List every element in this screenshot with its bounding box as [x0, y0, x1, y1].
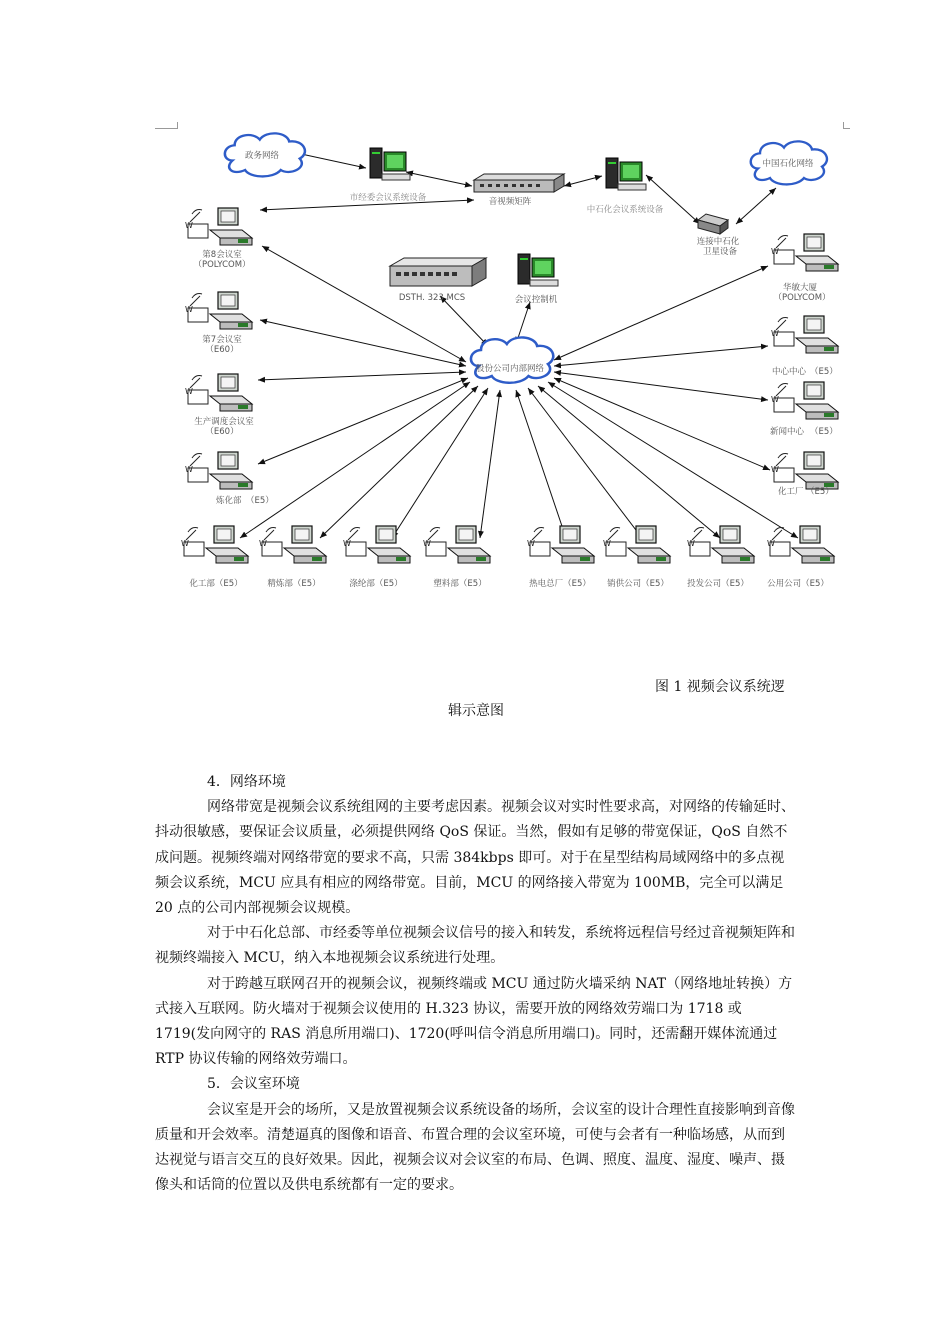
control-pc-icon: [518, 254, 558, 286]
chem-factory-label: 化工厂: [778, 487, 804, 497]
prod-room-model: （E60）: [205, 427, 239, 437]
bottom-terminal-5-label: 热电总厂（E5）: [529, 579, 591, 589]
city-terminal-label: 市经委会议系统设备: [349, 193, 427, 203]
figure-caption-line2: 辑示意图: [448, 703, 504, 719]
paragraph: 对于中石化总部、市经委等单位视频会议信号的接入和转发，系统将远程信号经过音视频矩阵和视频终端接入 MCU，纳入本地视频会议系统进行处理。: [155, 925, 795, 967]
internal-network-label: 股份公司内部网络: [475, 364, 545, 374]
room7-model: （E60）: [205, 345, 239, 355]
section-heading-network: 4．网络环境: [207, 774, 286, 790]
mcu-device-icon: [390, 258, 486, 286]
room7-terminal-icon: [185, 292, 252, 329]
city-terminal-pc-icon: [370, 148, 410, 180]
bottom-terminal-1-label: 化工部（E5）: [189, 579, 243, 589]
prod-room-label: 生产调度会议室: [194, 417, 254, 427]
room8-label: 第8会议室: [202, 250, 242, 260]
refining-terminal-icon: [185, 452, 252, 489]
bottom-terminal-6-label: 销供公司（E5）: [607, 579, 669, 589]
room7-label: 第7会议室: [202, 335, 242, 345]
gov-network-label: 政务网络: [244, 151, 280, 161]
av-matrix-label: 音视频矩阵: [488, 197, 532, 207]
figure-caption-line1: 图 1 视频会议系统逻: [655, 679, 785, 695]
refining-label: 炼化部: [216, 496, 242, 506]
prod-room-terminal-icon: [185, 374, 252, 411]
bottom-terminal-2-label: 精炼部（E5）: [267, 579, 321, 589]
crop-mark-right: [843, 122, 850, 129]
bottom-terminal-5-icon: [527, 526, 594, 563]
bottom-terminal-1-icon: [181, 526, 248, 563]
bottom-terminal-2-icon: [259, 526, 326, 563]
internal-network-cloud: [471, 337, 553, 382]
crop-mark-left: [155, 122, 178, 129]
chem-factory-model: （E5）: [806, 487, 834, 497]
control-pc-label: 会议控制机: [514, 295, 558, 305]
center1-model: （E5）: [810, 367, 838, 377]
section-heading-room: 5．会议室环境: [207, 1076, 300, 1093]
huayu-model: （POLYCOM）: [773, 293, 831, 303]
room8-model: （POLYCOM）: [193, 260, 251, 270]
bottom-terminal-3-label: 涤纶部（E5）: [349, 579, 403, 589]
bottom-terminal-8-icon: [767, 526, 834, 563]
satellite-label-2: 卫星设备: [702, 247, 738, 257]
chem-factory-terminal-icon: [771, 452, 838, 489]
refining-model: （E5）: [246, 496, 274, 506]
bottom-terminal-4-icon: [423, 526, 490, 563]
document-body: [155, 770, 795, 1198]
center1-terminal-icon: [771, 316, 838, 353]
paragraph: 会议室是开会的场所，又是放置视频会议系统设备的场所，会议室的设计合理性直接影响到音像质量和开会效率。清楚逼真的图像和语音、布置合理的会议室环境，可使与会者有一种临场感，从而到达视觉与语言交互的良好效果。因此，视频会议对会议室的布局、色调、照度、温度、湿度、噪声、摄像头和话筒的位置以及供电系统都有一定的要求。: [155, 1101, 795, 1194]
satellite-device-icon: [698, 214, 728, 234]
bottom-terminal-4-label: 塑料部（E5）: [433, 579, 487, 589]
paragraph: 网络带宽是视频会议系统组网的主要考虑因素。视频会议对实时性要求高，对网络的传输延时、抖动很敏感，要保证会议质量，必须提供网络 QoS 保证。当然，假如有足够的带宽保证，QoS 自然不成问题。视频终端对网络带宽的要求不高，只需 384kbps 即可。对于在星型结构局域网络中的多点视频会议系统，MCU 应具有相应的网络带宽。目前，MCU 的网络接入带宽为 100MB，完全可以满足 20 点的公司内部视频会议规模。: [155, 799, 795, 917]
bottom-terminal-7-label: 投发公司（E5）: [687, 579, 749, 589]
news-label: 新闻中心: [770, 427, 805, 437]
bottom-terminal-8-label: 公用公司（E5）: [767, 579, 829, 589]
av-matrix-switch-icon: [474, 174, 564, 192]
sinopec-network-label: 中国石化网络: [762, 159, 814, 169]
room8-terminal-icon: [185, 208, 252, 245]
mcu-label: DSTH. 323 MCS: [398, 293, 466, 303]
sinopec-device-pc-icon: [606, 158, 646, 190]
bottom-terminal-3-icon: [343, 526, 410, 563]
huayu-label: 华敏大厦: [782, 283, 818, 293]
paragraph: 对于跨越互联网召开的视频会议，视频终端或 MCU 通过防火墙采纳 NAT（网络地址转换）方式接入互联网。防火墙对于视频会议使用的 H.323 协议，需要开放的网络效劳端口为 1718 或 1719(发向网守的 RAS 消息所用端口)、1720(呼叫信令消息所用端口)。同时，还需翻开媒体流通过 RTP 协议传输的网络效劳端口。: [155, 975, 793, 1068]
huayu-terminal-icon: [771, 234, 838, 271]
news-terminal-icon: [771, 382, 838, 419]
news-model: （E5）: [810, 427, 838, 437]
network-diagram: W 政务网络 中国石化网络 股份公司内部网络 市经委会议系统设备 音视频矩阵 中石化会议系统设备 连接中石化 卫星设备 DSTH. 323 MCS 会议控制机 第8会议室 （POLYCOM） 第7会议室 （E60） 生产调度会议室 （E60） 炼化部 （E5） 华敏大厦 （POLYCOM） 中心中心 （E5） 新闻中心 （E5） 化工厂 （E5） 化工部（E5） 精炼部（E5） 涤纶部（E5） 塑料部（E5） 热电总厂（E5） 销供公司（E5） 投发公司（E5） 公用公司（E5）: [170, 130, 850, 600]
sinopec-device-label: 中石化会议系统设备: [586, 205, 664, 215]
bottom-terminal-6-icon: [603, 526, 670, 563]
satellite-label-1: 连接中石化: [696, 237, 740, 247]
center1-label: 中心中心: [772, 367, 807, 377]
bottom-terminal-7-icon: [687, 526, 754, 563]
